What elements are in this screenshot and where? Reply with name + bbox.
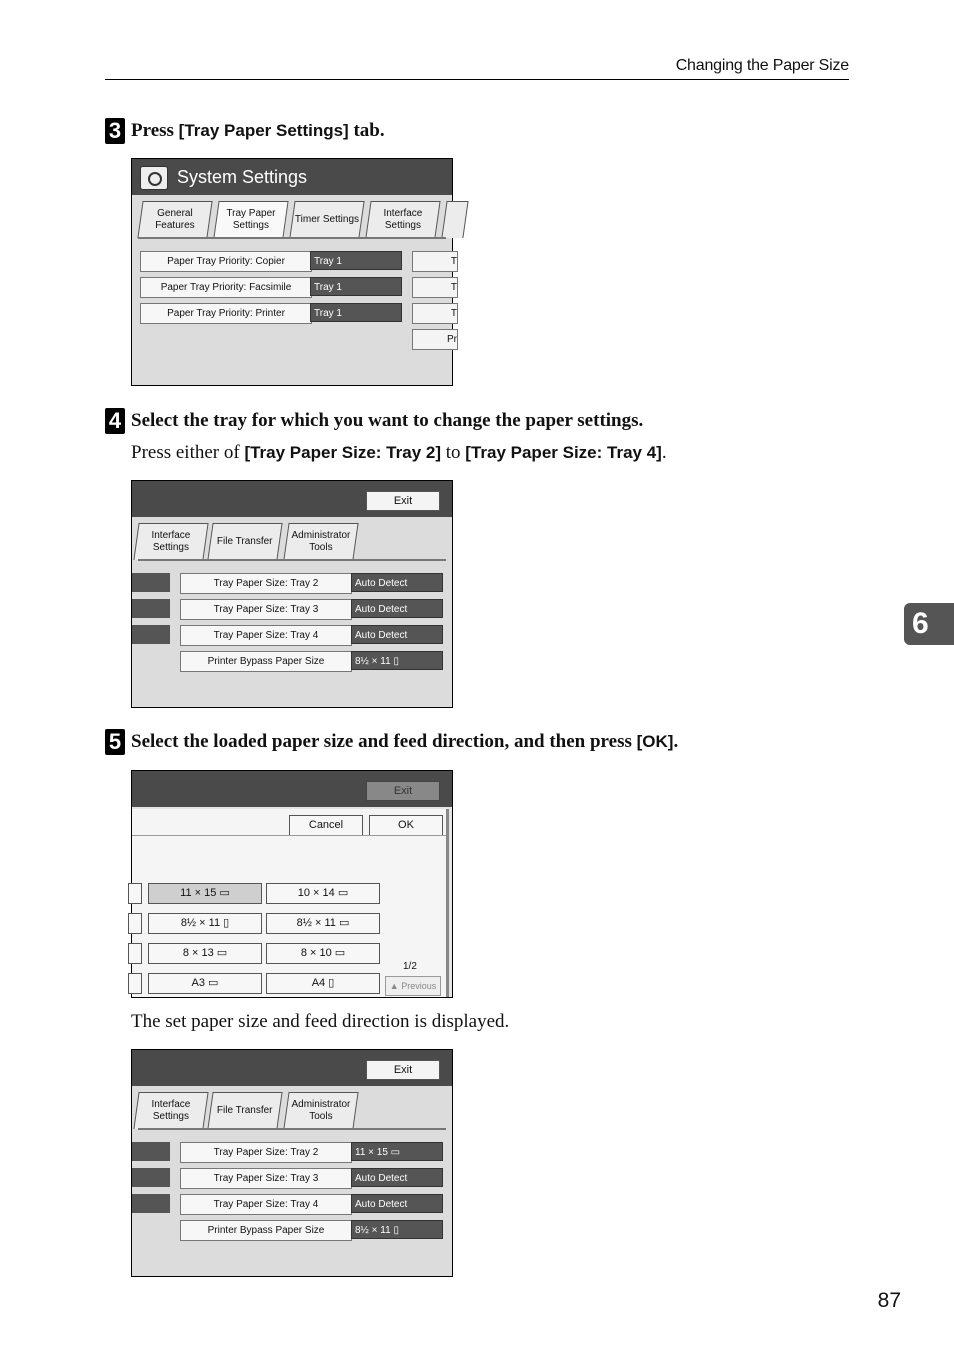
title-bar — [132, 1050, 452, 1086]
size-8half-x11-portrait-button[interactable]: 8½ × 11 ▯ — [148, 913, 262, 934]
key-label: [Tray Paper Size: Tray 4] — [465, 443, 662, 462]
tab-label: Interface Settings — [151, 530, 191, 553]
size-8x13-button[interactable]: 8 × 13 ▭ — [148, 943, 262, 964]
body-text: Press either of — [131, 442, 245, 463]
tab-label: Administrator Tools — [291, 530, 351, 553]
row-tray2-value[interactable]: Auto Detect — [351, 573, 443, 592]
page-indicator: 1/2 — [403, 961, 417, 972]
key-label: [Tray Paper Settings] — [178, 121, 349, 140]
row-tray4-label[interactable]: Tray Paper Size: Tray 4 — [180, 625, 352, 646]
instruction-text: Select the loaded paper size and feed direction, and then press — [131, 731, 637, 752]
side-block[interactable] — [132, 573, 170, 592]
tab-label: Timer Settings — [294, 214, 359, 225]
row-tray3-value[interactable]: Auto Detect — [351, 599, 443, 618]
exit-button[interactable]: Exit — [366, 781, 440, 801]
key-label: [OK] — [636, 732, 674, 751]
tab-label: Interface Settings — [383, 208, 423, 231]
instruction-text: Press — [131, 120, 179, 141]
screen-paper-size — [131, 770, 453, 998]
exit-button[interactable]: Exit — [366, 491, 440, 511]
title-bar — [132, 771, 452, 807]
tab-file-transfer[interactable] — [207, 523, 282, 560]
tab-interface-settings[interactable] — [133, 1092, 208, 1129]
screen-title: System Settings — [177, 167, 308, 187]
row-tray2-label[interactable]: Tray Paper Size: Tray 2 — [180, 1142, 352, 1163]
header-rule — [105, 79, 849, 80]
partial-button[interactable] — [128, 973, 142, 994]
tab-tray-paper-settings[interactable] — [213, 201, 288, 238]
side-button[interactable]: T — [412, 277, 458, 298]
tab-label: General Features — [155, 208, 195, 231]
tab-label: File Transfer — [217, 1105, 273, 1116]
side-block[interactable] — [132, 625, 170, 644]
title-bar — [132, 159, 452, 195]
step-4 — [105, 408, 643, 434]
row-copier-value[interactable]: Tray 1 — [310, 251, 402, 270]
row-tray2-label[interactable]: Tray Paper Size: Tray 2 — [180, 573, 352, 594]
page-number: 87 — [877, 1289, 901, 1312]
tab-label: Administrator Tools — [291, 1099, 351, 1122]
title-bar — [132, 481, 452, 517]
previous-button[interactable]: ▲ Previous — [385, 976, 441, 996]
tab-divider — [138, 559, 446, 561]
tab-timer-settings[interactable] — [289, 201, 364, 238]
side-block[interactable] — [132, 599, 170, 618]
cancel-button[interactable]: Cancel — [289, 815, 363, 836]
side-block[interactable] — [132, 1194, 170, 1213]
settings-icon — [140, 166, 168, 190]
side-button[interactable]: T — [412, 303, 458, 324]
ok-button[interactable]: OK — [369, 815, 443, 836]
exit-button[interactable]: Exit — [366, 1060, 440, 1080]
size-10x14-button[interactable]: 10 × 14 ▭ — [266, 883, 380, 904]
side-block[interactable] — [132, 1168, 170, 1187]
size-a4-button[interactable]: A4 ▯ — [266, 973, 380, 994]
step-4-body — [131, 442, 667, 464]
row-printer-label[interactable]: Paper Tray Priority: Printer — [140, 303, 312, 324]
tab-administrator-tools[interactable] — [283, 1092, 358, 1129]
body-text: to — [441, 442, 466, 463]
row-bypass-value[interactable]: 8½ × 11 ▯ — [351, 1220, 443, 1239]
row-tray2-value[interactable]: 11 × 15 ▭ — [351, 1142, 443, 1161]
row-tray4-label[interactable]: Tray Paper Size: Tray 4 — [180, 1194, 352, 1215]
row-tray3-label[interactable]: Tray Paper Size: Tray 3 — [180, 599, 352, 620]
row-copier-label[interactable]: Paper Tray Priority: Copier — [140, 251, 312, 272]
side-button[interactable]: T — [412, 251, 458, 272]
partial-button[interactable] — [128, 943, 142, 964]
tab-interface-settings[interactable] — [133, 523, 208, 560]
screen-system-settings — [131, 158, 457, 386]
row-tray4-value[interactable]: Auto Detect — [351, 625, 443, 644]
size-8x10-button[interactable]: 8 × 10 ▭ — [266, 943, 380, 964]
key-label: [Tray Paper Size: Tray 2] — [244, 443, 441, 462]
side-button[interactable]: Pr — [412, 329, 458, 350]
screen-tray-list-result — [131, 1049, 453, 1277]
tab-file-transfer[interactable] — [207, 1092, 282, 1129]
tab-general-features[interactable] — [137, 201, 212, 238]
step-number: 4 — [105, 408, 125, 434]
screen-tray-list — [131, 480, 453, 708]
step-number: 5 — [105, 729, 125, 755]
row-printer-value[interactable]: Tray 1 — [310, 303, 402, 322]
step-instruction — [131, 120, 385, 142]
row-tray3-label[interactable]: Tray Paper Size: Tray 3 — [180, 1168, 352, 1189]
step-instruction: Select the tray for which you want to change the paper settings. — [131, 410, 644, 431]
body-text: . — [661, 442, 667, 463]
result-note: The set paper size and feed direction is displayed. — [131, 1011, 510, 1032]
row-tray4-value[interactable]: Auto Detect — [351, 1194, 443, 1213]
tab-divider — [138, 237, 446, 239]
tab-label: Interface Settings — [151, 1099, 191, 1122]
partial-button[interactable] — [128, 883, 142, 904]
tab-administrator-tools[interactable] — [283, 523, 358, 560]
step-5 — [105, 729, 678, 755]
side-block[interactable] — [132, 1142, 170, 1161]
dialog-divider — [132, 835, 446, 836]
chapter-tab: 6 — [904, 603, 954, 645]
tab-partial[interactable] — [441, 201, 468, 238]
size-11x15-button[interactable]: 11 × 15 ▭ — [148, 883, 262, 904]
tab-label: File Transfer — [217, 536, 273, 547]
running-header: Changing the Paper Size — [675, 57, 849, 74]
tab-interface-settings[interactable] — [365, 201, 440, 238]
partial-button[interactable] — [128, 913, 142, 934]
row-facsimile-value[interactable]: Tray 1 — [310, 277, 402, 296]
tab-divider — [138, 1128, 446, 1130]
row-bypass-label[interactable]: Printer Bypass Paper Size — [180, 651, 352, 672]
row-tray3-value[interactable]: Auto Detect — [351, 1168, 443, 1187]
step-instruction — [131, 731, 678, 753]
size-a3-button[interactable]: A3 ▭ — [148, 973, 262, 994]
instruction-text: . — [673, 731, 679, 752]
step-3 — [105, 118, 385, 144]
step-number: 3 — [105, 118, 125, 144]
row-bypass-value[interactable]: 8½ × 11 ▯ — [351, 651, 443, 670]
row-bypass-label[interactable]: Printer Bypass Paper Size — [180, 1220, 352, 1241]
row-facsimile-label[interactable]: Paper Tray Priority: Facsimile — [140, 277, 312, 298]
instruction-text: tab. — [348, 120, 385, 141]
size-8half-x11-landscape-button[interactable]: 8½ × 11 ▭ — [266, 913, 380, 934]
tab-label: Tray Paper Settings — [226, 208, 276, 231]
